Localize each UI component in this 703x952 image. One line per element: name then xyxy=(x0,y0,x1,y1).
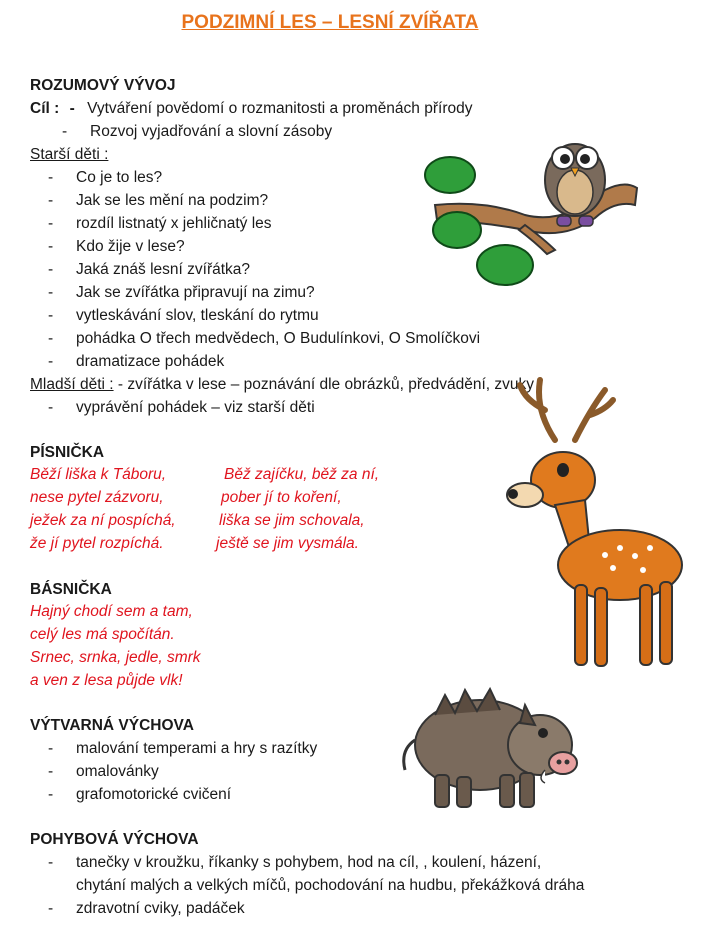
list-item: - Jak se les mění na podzim? xyxy=(48,192,269,209)
wild-boar-illustration xyxy=(395,675,585,815)
list-item: - vyprávění pohádek – viz starší děti xyxy=(48,399,315,416)
mladsi-text: - zvířátka v lese – poznávání dle obrázků, předvádění, zvuky xyxy=(117,376,535,393)
section-heading-pisnicka: PÍSNIČKA xyxy=(30,444,105,461)
poem-line: že jí pytel rozpíchá. xyxy=(30,535,164,552)
owl-on-branch-illustration xyxy=(415,130,640,295)
deer-illustration xyxy=(495,370,695,680)
poem-line: liška se jim schovala, xyxy=(219,512,365,529)
list-item: - malování temperami a hry s razítky xyxy=(48,740,318,757)
section-heading-rozumovy: ROZUMOVÝ VÝVOJ xyxy=(30,77,176,94)
cil-item: - Rozvoj vyjadřování a slovní zásoby xyxy=(62,123,333,140)
poem-line: celý les má spočítán. xyxy=(30,626,175,643)
list-item: - rozdíl listnatý x jehličnatý les xyxy=(48,215,272,232)
section-heading-basnicka: BÁSNIČKA xyxy=(30,581,112,598)
poem-line: a ven z lesa půjde vlk! xyxy=(30,672,183,689)
list-item: - Jaká znáš lesní zvířátka? xyxy=(48,261,251,278)
list-item: - Kdo žije v lese? xyxy=(48,238,185,255)
list-item: - pohádka O třech medvědech, O Budulínkovi, O Smolíčkovi xyxy=(48,330,481,347)
list-item: - grafomotorické cvičení xyxy=(48,786,232,803)
page-title: PODZIMNÍ LES – LESNÍ ZVÍŘATA xyxy=(181,12,479,33)
cil-item: Vytváření povědomí o rozmanitosti a proměnách přírody xyxy=(87,100,473,117)
list-item: - tanečky v kroužku, říkanky s pohybem, hod na cíl, , koulení, házení, xyxy=(48,854,542,871)
list-item: - zdravotní cviky, padáček xyxy=(48,900,245,917)
starsi-label: Starší děti : xyxy=(30,146,109,163)
section-heading-pohybova: POHYBOVÁ VÝCHOVA xyxy=(30,831,199,848)
poem-line: Hajný chodí sem a tam, xyxy=(30,603,193,620)
list-item: - Jak se zvířátka připravují na zimu? xyxy=(48,284,315,301)
cil-row: Cíl : - Vytváření povědomí o rozmanitosti a proměnách přírody xyxy=(30,100,473,117)
list-item-continuation: chytání malých a velkých míčů, pochodování na hudbu, překážková dráha xyxy=(76,877,585,894)
mladsi-row xyxy=(30,373,534,396)
mladsi-label: Mladší děti : xyxy=(30,376,114,393)
poem-line: Běž zajíčku, běž za ní, xyxy=(224,466,380,483)
poem-line: nese pytel zázvoru, xyxy=(30,489,164,506)
cil-label: Cíl : xyxy=(30,100,60,117)
poem-line: ježek za ní pospíchá, xyxy=(30,512,176,529)
poem-line: Běží liška k Táboru, xyxy=(30,466,167,483)
list-item: - Co je to les? xyxy=(48,169,163,186)
poem-line: pober jí to koření, xyxy=(221,489,342,506)
list-item: - dramatizace pohádek xyxy=(48,353,225,370)
list-item: - omalovánky xyxy=(48,763,159,780)
antlers-icon xyxy=(520,380,613,440)
poem-line: Srnec, srnka, jedle, smrk xyxy=(30,649,201,666)
section-heading-vytvarna: VÝTVARNÁ VÝCHOVA xyxy=(30,717,194,734)
poem-line: ještě se jim vysmála. xyxy=(216,535,359,552)
list-item: - vytleskávání slov, tleskání do rytmu xyxy=(48,307,319,324)
